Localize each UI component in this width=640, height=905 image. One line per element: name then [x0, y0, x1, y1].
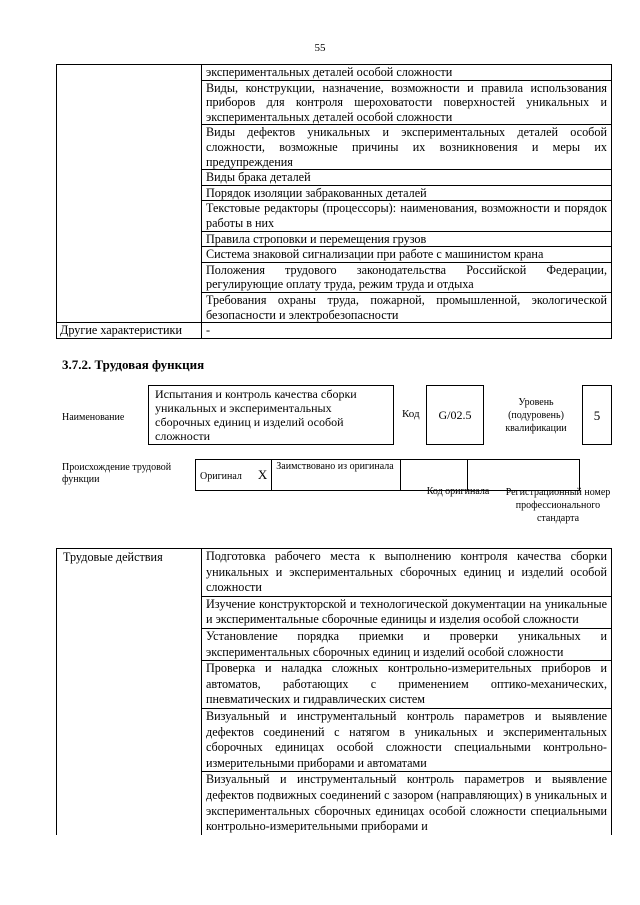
table-row: Порядок изоляции забракованных деталей — [202, 185, 612, 201]
table-row: Текстовые редакторы (процессоры): наименования, возможности и порядок работы в них — [202, 201, 612, 231]
table-row: Проверка и наладка сложных контрольно-измерительных приборов и автоматов, работающих с применением оптико-механических, пневматических и гидравлических систем — [202, 661, 612, 709]
empty-label-cell — [57, 65, 202, 323]
level-box — [582, 385, 612, 445]
table-row: экспериментальных деталей особой сложности — [202, 65, 612, 81]
other-characteristics-label: Другие характеристики — [57, 323, 202, 339]
other-characteristics-value: - — [202, 323, 612, 339]
table-row: Требования охраны труда, пожарной, промышленной, экологической безопасности и электробезопасности — [202, 292, 612, 322]
origin-label: Происхождение трудовой функции — [62, 462, 172, 485]
table-row: Положения трудового законодательства Российской Федерации, регулирующие оплату труда, режим труда и отдыха — [202, 262, 612, 292]
function-name-box — [148, 385, 394, 445]
original-cell — [196, 460, 272, 491]
table-row: Виды, конструкции, назначение, возможности и правила использования приборов для контроля шероховатости поверхностей уникальных и экспериментальных деталей особой сложности — [202, 80, 612, 125]
function-name: Испытания и контроль качества сборки уникальных и экспериментальных сборочных единиц и изделий особой сложности — [155, 387, 357, 443]
code-label: Код — [402, 408, 420, 420]
original-label: Оригинал — [200, 471, 242, 482]
function-code-box — [426, 385, 484, 445]
table-row: Установление порядка приемки и проверки уникальных и экспериментальных сборочных единиц и изделий особой сложности — [202, 628, 612, 660]
table-row: Правила строповки и перемещения грузов — [202, 231, 612, 247]
table-row: Виды брака деталей — [202, 170, 612, 186]
borrowed-label: Заимствовано из оригинала — [272, 460, 401, 491]
labour-actions-table — [56, 548, 612, 835]
knowledge-table — [56, 64, 612, 339]
table-row: Подготовка рабочего места к выполнению контроля качества сборки уникальных и экспериментальных сборочных единиц и изделий особой сложности — [202, 549, 612, 597]
level-value: 5 — [593, 408, 601, 423]
original-code-caption: Код оригинала — [426, 486, 490, 497]
table-row: Изучение конструкторской и технологической документации на уникальные и экспериментальные сборочные единицы и изделия особой сложности — [202, 596, 612, 628]
level-label: Уровень (подуровень) квалификации — [505, 397, 567, 434]
function-code: G/02.5 — [438, 408, 472, 422]
section-title: 3.7.2. Трудовая функция — [62, 357, 205, 372]
page-number: 55 — [314, 42, 326, 54]
table-row: Визуальный и инструментальный контроль параметров и выявление дефектов соединений с натягом в уникальных и экспериментальных сборочных единицах особой сложности специальными контрольно-измерительными приборами и автоматами — [202, 708, 612, 771]
table-row: Виды дефектов уникальных и экспериментальных деталей особой сложности, возможные причины их возникновения и меры их предупреждения — [202, 125, 612, 170]
name-label: Наименование — [62, 412, 125, 423]
registration-number-caption: Регистрационный номер профессионального стандарта — [505, 487, 611, 524]
original-mark: X — [257, 467, 268, 482]
table-row: Система знаковой сигнализации при работе с машинистом крана — [202, 247, 612, 263]
labour-actions-label: Трудовые действия — [57, 549, 202, 835]
table-row: Визуальный и инструментальный контроль параметров и выявление дефектов подвижных соединений с зазором (направляющих) в уникальных и экспериментальных сборочных единицах особой сложности специальными контрольно-измерительными приборами и — [202, 772, 612, 835]
